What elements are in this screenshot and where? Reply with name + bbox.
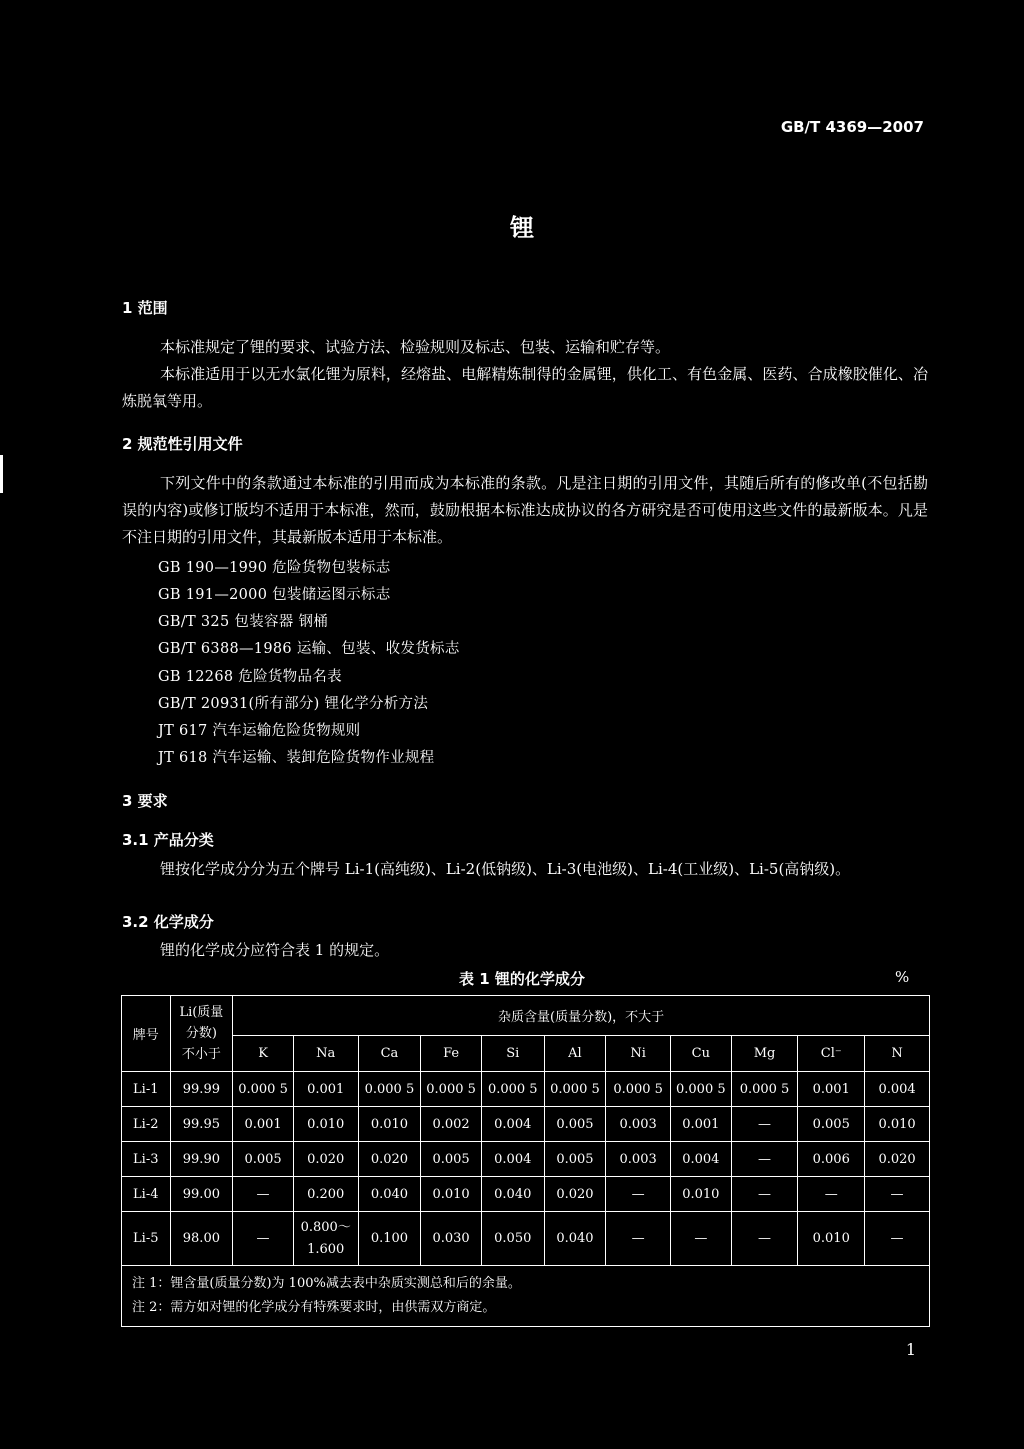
table-cell: 0.040: [481, 1177, 544, 1212]
table-row: [122, 1212, 930, 1266]
table-cell: 99.99: [170, 1072, 233, 1107]
document-number: GB/T 4369—2007: [780, 118, 924, 136]
table-cell: Li-5: [122, 1212, 171, 1266]
table-cell: 0.004: [481, 1142, 544, 1177]
table-cell: 0.200: [293, 1177, 358, 1212]
section-3-heading: 3 要求: [122, 792, 168, 810]
header-element: K: [233, 1036, 294, 1072]
table-cell: 0.001: [233, 1107, 294, 1142]
header-element: Ca: [358, 1036, 421, 1072]
table-row: [122, 1177, 930, 1212]
table-cell: 0.005: [421, 1142, 482, 1177]
header-li-line: 不小于: [181, 1047, 221, 1062]
table-cell: Li-1: [122, 1072, 171, 1107]
header-element: Ni: [606, 1036, 671, 1072]
section-2-heading: 2 规范性引用文件: [122, 435, 243, 453]
section-3-1-paragraph: 锂按化学成分分为五个牌号 Li-1(高纯级)、Li-2(低钠级)、Li-3(电池级)、Li-4(工业级)、Li-5(高钠级)。: [160, 860, 851, 878]
table-cell: 98.00: [170, 1212, 233, 1266]
reference-item: GB/T 6388—1986 运输、包装、收发货标志: [158, 641, 460, 657]
page-number: 1: [905, 1340, 916, 1359]
table-cell: 0.020: [544, 1177, 606, 1212]
table-cell: 0.001: [293, 1072, 358, 1107]
table-cell: —: [731, 1177, 798, 1212]
reference-item: GB 191—2000 包装储运图示标志: [158, 587, 391, 603]
header-element: Na: [293, 1036, 358, 1072]
table-cell: —: [731, 1142, 798, 1177]
header-element: Mg: [731, 1036, 798, 1072]
table-cell: 0.020: [293, 1142, 358, 1177]
table-cell: 0.005: [544, 1142, 606, 1177]
table-row: [122, 1107, 930, 1142]
table-note-2: 注 2：需方如对锂的化学成分有特殊要求时，由供需双方商定。: [132, 1300, 496, 1315]
table-cell: —: [233, 1212, 294, 1266]
table-cell: 0.000 5: [606, 1072, 671, 1107]
table-cell: 0.001: [670, 1107, 731, 1142]
table-cell: —: [865, 1177, 930, 1212]
table-cell: 0.040: [544, 1212, 606, 1266]
table-cell: 0.004: [865, 1072, 930, 1107]
table-cell: 0.010: [358, 1107, 421, 1142]
table-cell-na-range: [293, 1212, 358, 1266]
table-cell: 99.95: [170, 1107, 233, 1142]
section-3-2-heading: 3.2 化学成分: [122, 913, 214, 931]
scan-edge-mark: [0, 455, 3, 493]
table-unit: %: [895, 968, 910, 986]
table-cell: 0.006: [798, 1142, 865, 1177]
table-cell: 0.001: [798, 1072, 865, 1107]
reference-item: GB 12268 危险货物品名表: [158, 669, 342, 685]
reference-item: GB 190—1990 危险货物包装标志: [158, 560, 391, 576]
table-cell: 0.004: [670, 1142, 731, 1177]
table-cell: 0.002: [421, 1107, 482, 1142]
table-cell: —: [606, 1212, 671, 1266]
header-element: Al: [544, 1036, 606, 1072]
reference-item: JT 617 汽车运输危险货物规则: [158, 723, 361, 739]
table-cell: 0.010: [670, 1177, 731, 1212]
table-row: [122, 1072, 930, 1107]
reference-item: GB/T 325 包装容器 钢桶: [158, 614, 329, 630]
document-title: 锂: [510, 213, 534, 242]
table-cell: 0.010: [798, 1212, 865, 1266]
table-cell: 0.000 5: [670, 1072, 731, 1107]
table-cell: 0.000 5: [544, 1072, 606, 1107]
header-grade: 牌号: [122, 996, 171, 1072]
table-cell: —: [606, 1177, 671, 1212]
table-cell: 99.90: [170, 1142, 233, 1177]
section-1-heading: 1 范围: [122, 299, 168, 317]
section-1-paragraph-2: 本标准适用于以无水氯化锂为原料，经熔盐、电解精炼制得的金属锂，供化工、有色金属、医药、合成橡胶催化、冶炼脱氧等用。: [122, 365, 928, 410]
header-element: Fe: [421, 1036, 482, 1072]
table-cell: —: [731, 1107, 798, 1142]
table-cell: —: [865, 1212, 930, 1266]
na-range-upper: 0.800～: [300, 1219, 351, 1235]
table-cell: 0.005: [798, 1107, 865, 1142]
table-cell: 0.004: [481, 1107, 544, 1142]
header-element: Si: [481, 1036, 544, 1072]
header-li-line: Li(质量: [179, 1005, 224, 1020]
section-2-paragraph: 下列文件中的条款通过本标准的引用而成为本标准的条款。凡是注日期的引用文件，其随后所有的修改单(不包括勘误的内容)或修订版均不适用于本标准，然而，鼓励根据本标准达成协议的各方研究是否可使用这些文件的最新版本。凡是不注日期的引用文件，其最新版本适用于本标准。: [122, 474, 928, 546]
table-title: 表 1 锂的化学成分: [459, 970, 585, 988]
table-cell: 99.00: [170, 1177, 233, 1212]
table-cell: 0.020: [865, 1142, 930, 1177]
table-cell: —: [670, 1212, 731, 1266]
table-cell: Li-4: [122, 1177, 171, 1212]
header-li-line: 分数): [185, 1026, 217, 1041]
reference-item: JT 618 汽车运输、装卸危险货物作业规程: [158, 750, 435, 766]
table-cell: 0.005: [544, 1107, 606, 1142]
chemical-composition-table: [121, 995, 930, 1327]
table-cell: 0.010: [865, 1107, 930, 1142]
table-notes-row: [122, 1266, 930, 1327]
table-cell: —: [731, 1212, 798, 1266]
header-element: N: [865, 1036, 930, 1072]
table-cell: 0.000 5: [481, 1072, 544, 1107]
header-li-content: [170, 996, 233, 1072]
table-cell: 0.010: [293, 1107, 358, 1142]
table-cell: 0.020: [358, 1142, 421, 1177]
header-element: Cl⁻: [798, 1036, 865, 1072]
table-notes: [122, 1266, 930, 1327]
header-element: Cu: [670, 1036, 731, 1072]
table-cell: 0.003: [606, 1107, 671, 1142]
table-cell: 0.000 5: [233, 1072, 294, 1107]
reference-item: GB/T 20931(所有部分) 锂化学分析方法: [158, 696, 429, 712]
table-cell: Li-3: [122, 1142, 171, 1177]
table-cell: 0.050: [481, 1212, 544, 1266]
table-cell: 0.040: [358, 1177, 421, 1212]
table-cell: Li-2: [122, 1107, 171, 1142]
table-cell: 0.000 5: [358, 1072, 421, 1107]
table-cell: —: [798, 1177, 865, 1212]
table-cell: 0.010: [421, 1177, 482, 1212]
table-row: [122, 1142, 930, 1177]
table-cell: 0.030: [421, 1212, 482, 1266]
table-cell: 0.003: [606, 1142, 671, 1177]
table-note-1: 注 1：锂含量(质量分数)为 100%减去表中杂质实测总和后的余量。: [132, 1276, 521, 1291]
header-impurity: 杂质含量(质量分数)，不大于: [233, 996, 930, 1036]
table-cell: 0.100: [358, 1212, 421, 1266]
table-cell: —: [233, 1177, 294, 1212]
table-cell: 0.005: [233, 1142, 294, 1177]
section-3-2-paragraph: 锂的化学成分应符合表 1 的规定。: [160, 941, 390, 959]
table-cell: 0.000 5: [731, 1072, 798, 1107]
section-3-1-heading: 3.1 产品分类: [122, 831, 214, 849]
na-range-lower: 1.600: [307, 1241, 345, 1257]
section-1-paragraph-1: 本标准规定了锂的要求、试验方法、检验规则及标志、包装、运输和贮存等。: [160, 338, 671, 356]
table-cell: 0.000 5: [421, 1072, 482, 1107]
